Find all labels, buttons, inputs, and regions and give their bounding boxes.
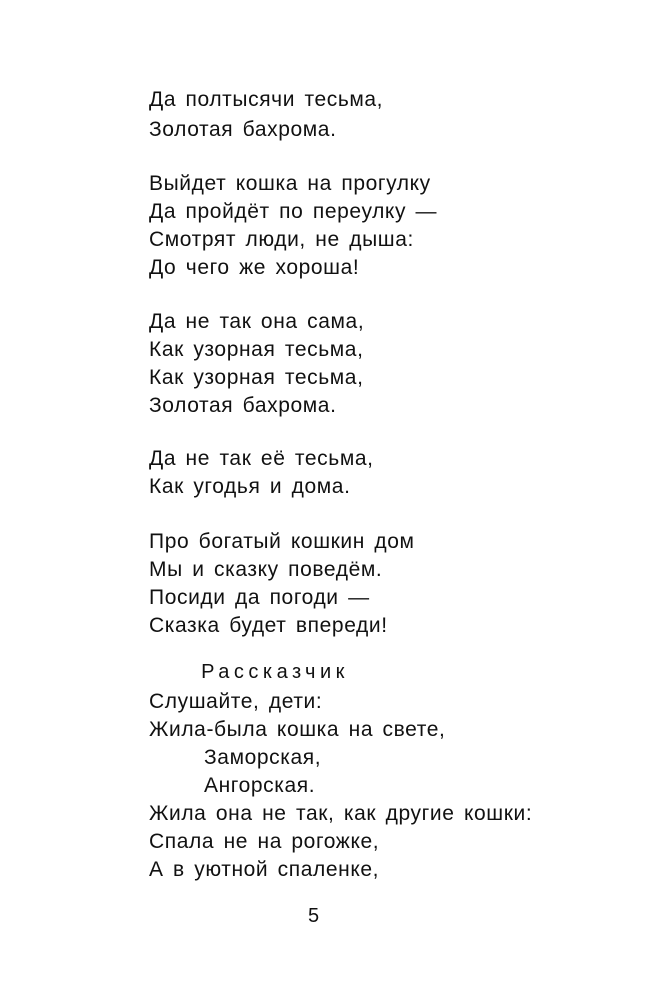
narration-line: Слушайте, дети: xyxy=(149,690,323,713)
poem-line: Как узорная тесьма, xyxy=(149,338,364,361)
page-number: 5 xyxy=(307,905,320,927)
poem-line: Про богатый кошкин дом xyxy=(149,530,415,553)
poem-line: Выйдет кошка на прогулку xyxy=(149,172,431,195)
poem-line: Да пройдёт по переулку — xyxy=(149,200,438,223)
poem-line: Золотая бахрома. xyxy=(149,394,337,417)
narration-line: Жила-была кошка на свете, xyxy=(149,718,446,741)
poem-line: Мы и сказку поведём. xyxy=(149,558,383,581)
poem-line: Да полтысячи тесьма, xyxy=(149,88,384,111)
poem-line: Сказка будет впереди! xyxy=(149,614,388,637)
speaker-name: Рассказчик xyxy=(201,661,349,683)
poem-line: Как узорная тесьма, xyxy=(149,366,364,389)
narration-line: А в уютной спаленке, xyxy=(149,858,380,881)
narration-line: Ангорская. xyxy=(204,774,316,797)
poem-line: Да не так её тесьма, xyxy=(149,447,374,470)
poem-line: Посиди да погоди — xyxy=(149,586,370,609)
poem-line: Как угодья и дома. xyxy=(149,475,351,498)
poem-line: До чего же хороша! xyxy=(149,256,360,279)
narration-line: Спала не на рогожке, xyxy=(149,830,380,853)
narration-line: Заморская, xyxy=(204,746,322,769)
poem-line: Смотрят люди, не дыша: xyxy=(149,228,414,251)
poem-line: Золотая бахрома. xyxy=(149,118,337,141)
poem-line: Да не так она сама, xyxy=(149,310,365,333)
narration-line: Жила она не так, как другие кошки: xyxy=(149,802,533,825)
